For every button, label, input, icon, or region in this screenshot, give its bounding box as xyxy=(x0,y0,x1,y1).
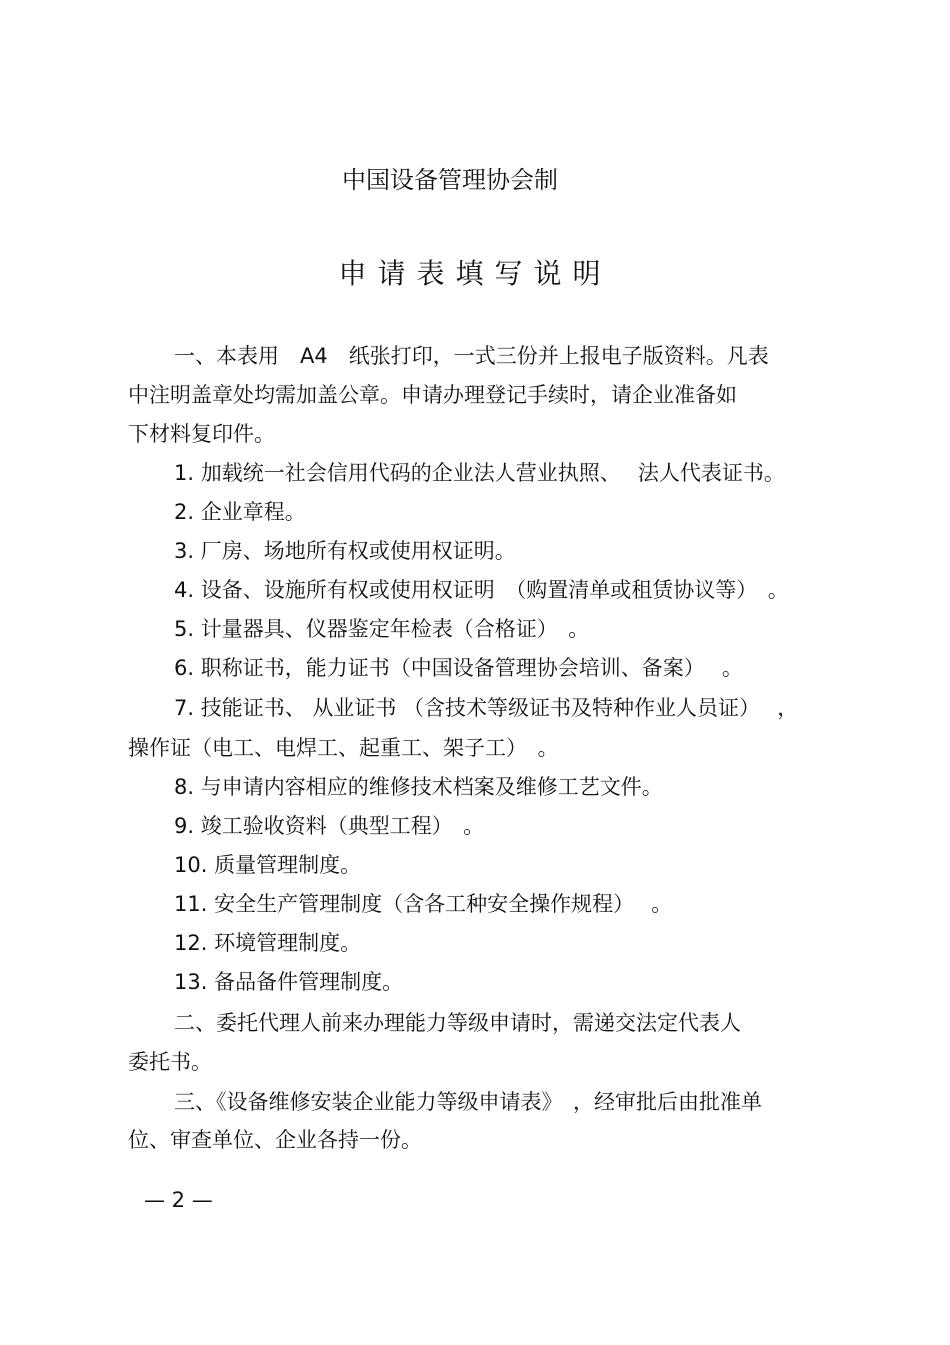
paragraph-line: 二、委托代理人前来办理能力等级申请时，需递交法定代表人 xyxy=(174,1011,741,1035)
list-item: 7. 技能证书、 从业证书 （含技术等级证书及特种作业人员证） ， xyxy=(174,696,799,720)
paragraph-line: 位、审查单位、企业各持一份。 xyxy=(128,1128,422,1152)
list-item: 12. 环境管理制度。 xyxy=(174,931,362,955)
list-item: 4. 设备、设施所有权或使用权证明 （购置清单或租赁协议等） 。 xyxy=(174,578,789,602)
list-item: 1. 加载统一社会信用代码的企业法人营业执照、 法人代表证书。 xyxy=(174,461,785,485)
list-item: 13. 备品备件管理制度。 xyxy=(174,970,404,994)
paragraph-line: 三、《设备维修安装企业能力等级申请表》 ，经审批后由批准单 xyxy=(174,1090,762,1114)
page-title: 申请表填写说明 xyxy=(338,257,612,290)
list-item: 2. 企业章程。 xyxy=(174,500,306,524)
paragraph-line: 下材料复印件。 xyxy=(128,422,275,446)
list-item: 11. 安全生产管理制度（含各工种安全操作规程） 。 xyxy=(174,892,673,916)
organization-name: 中国设备管理协会制 xyxy=(342,166,558,194)
page-number: — 2 — xyxy=(144,1188,213,1212)
list-item: 8. 与申请内容相应的维修技术档案及维修工艺文件。 xyxy=(174,775,663,799)
list-item-continuation: 操作证（电工、电焊工、起重工、架子工） 。 xyxy=(128,736,559,760)
list-item: 9. 竣工验收资料（典型工程） 。 xyxy=(174,814,485,838)
list-item: 5. 计量器具、仪器鉴定年检表（合格证） 。 xyxy=(174,617,590,641)
list-item: 10. 质量管理制度。 xyxy=(174,853,362,877)
list-item: 3. 厂房、场地所有权或使用权证明。 xyxy=(174,539,516,563)
paragraph-line: 委托书。 xyxy=(128,1050,212,1074)
paragraph-line: 一、本表用 A4 纸张打印，一式三份并上报电子版资料。凡表 xyxy=(174,344,769,368)
list-item: 6. 职称证书，能力证书（中国设备管理协会培训、备案） 。 xyxy=(174,656,743,680)
paragraph-line: 中注明盖章处均需加盖公章。申请办理登记手续时，请企业准备如 xyxy=(128,383,737,407)
